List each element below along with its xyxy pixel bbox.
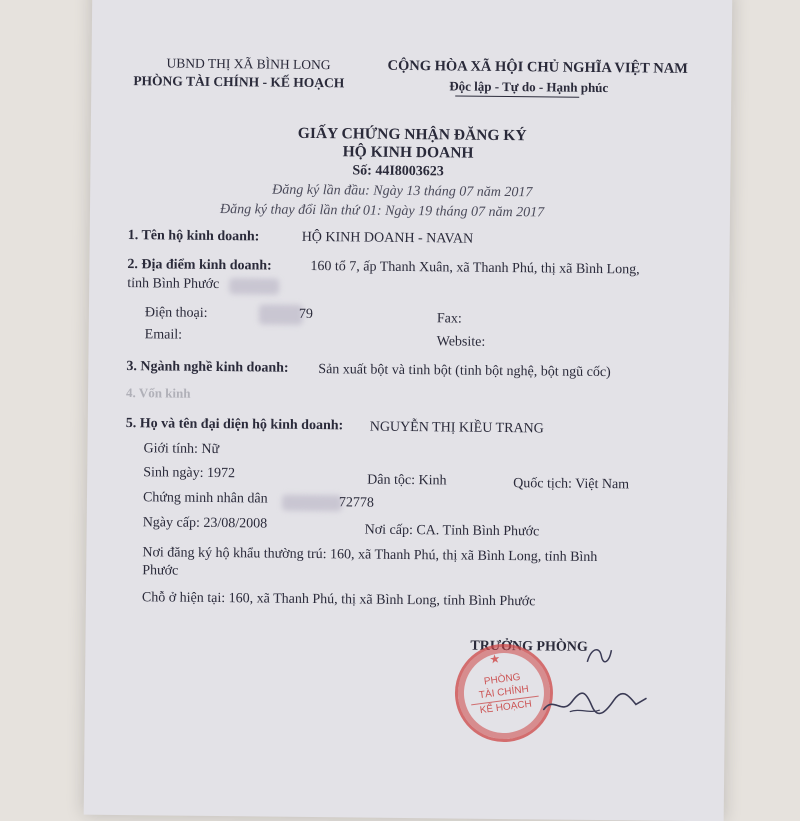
household-registration: Nơi đăng ký hộ khẩu thường trú: 160, xã Thanh Phú, thị xã Bình Long, tỉnh Bình [142,545,598,565]
document-subtitle: HỘ KINH DOANH [342,143,474,162]
issue-date-field: Ngày cấp: 23/08/2008 [142,515,268,532]
signature-flourish [583,642,613,668]
representative-value: NGUYỄN THỊ KIỀU TRANG [369,419,544,437]
fax-label: Fax: [436,311,462,327]
redaction-blur [259,304,303,324]
representative-label: 5. Họ và tên đại diện hộ kinh doanh: [125,416,344,434]
national-motto-line1: CỘNG HÒA XÃ HỘI CHỦ NGHĨA VIỆT NAM [387,57,688,77]
motto-underline [455,95,579,97]
first-registration-date: Đăng ký lần đầu: Ngày 13 tháng 07 năm 2017 [272,182,533,201]
redaction-blur [282,495,342,512]
id-card-label: Chứng minh nhân dân [142,490,268,507]
seal-text [468,669,541,718]
change-registration-date: Đăng ký thay đổi lần thứ 01: Ngày 19 tháng 07 năm 2017 [219,202,545,221]
ethnicity-field: Dân tộc: Kinh [367,472,447,489]
business-name-label: 1. Tên hộ kinh doanh: [127,228,260,245]
id-card-value: 72778 [338,495,375,511]
signatory-title: TRƯỞNG PHÒNG [470,638,588,655]
household-registration-cont: Phước [142,563,179,579]
gender-field: Giới tính: Nữ [143,441,220,458]
nationality-field: Quốc tịch: Việt Nam [513,476,630,493]
business-name-value: HỘ KINH DOANH - NAVAN [301,229,474,247]
trade-value: Sản xuất bột và tinh bột (tinh bột nghệ, bột ngũ cốc) [318,362,611,381]
website-label: Website: [436,334,486,350]
capital-label: 4. Vốn kinh [126,385,191,401]
seal-line2: TÀI CHÍNH [478,683,530,702]
email-label: Email: [144,327,183,343]
current-residence: Chỗ ở hiện tại: 160, xã Thanh Phú, thị xã Bình Long, tỉnh Bình Phước [141,590,536,610]
document-title: GIẤY CHỨNG NHẬN ĐĂNG KÝ [297,124,527,145]
certificate-number: Số: 44I8003623 [352,163,444,180]
redaction-blur [229,278,279,295]
seal-line1: PHÒNG [483,671,522,688]
address-label: 2. Địa điểm kinh doanh: [127,257,272,274]
issuer-line2: PHÒNG TÀI CHÍNH - KẾ HOẠCH [133,73,345,91]
trade-label: 3. Ngành nghề kinh doanh: [126,359,289,376]
issuer-line1: UBND THỊ XÃ BÌNH LONG [166,55,331,73]
national-motto-line2: Độc lập - Tự do - Hạnh phúc [449,78,609,96]
handwritten-signature [540,681,650,722]
phone-value: 79 [298,306,314,322]
phone-label: Điện thoại: [144,305,208,321]
seal-star-icon: ★ [488,651,502,667]
address-value: 160 tổ 7, ấp Thanh Xuân, xã Thanh Phú, thị xã Bình Long, [310,258,640,278]
address-value-cont: tỉnh Bình Phước [127,276,220,293]
seal-line3: KẾ HOẠCH [471,696,540,719]
birth-field: Sinh ngày: 1972 [143,465,236,482]
issue-place-field: Nơi cấp: CA. Tỉnh Bình Phước [364,522,540,540]
certificate-paper [84,0,733,821]
